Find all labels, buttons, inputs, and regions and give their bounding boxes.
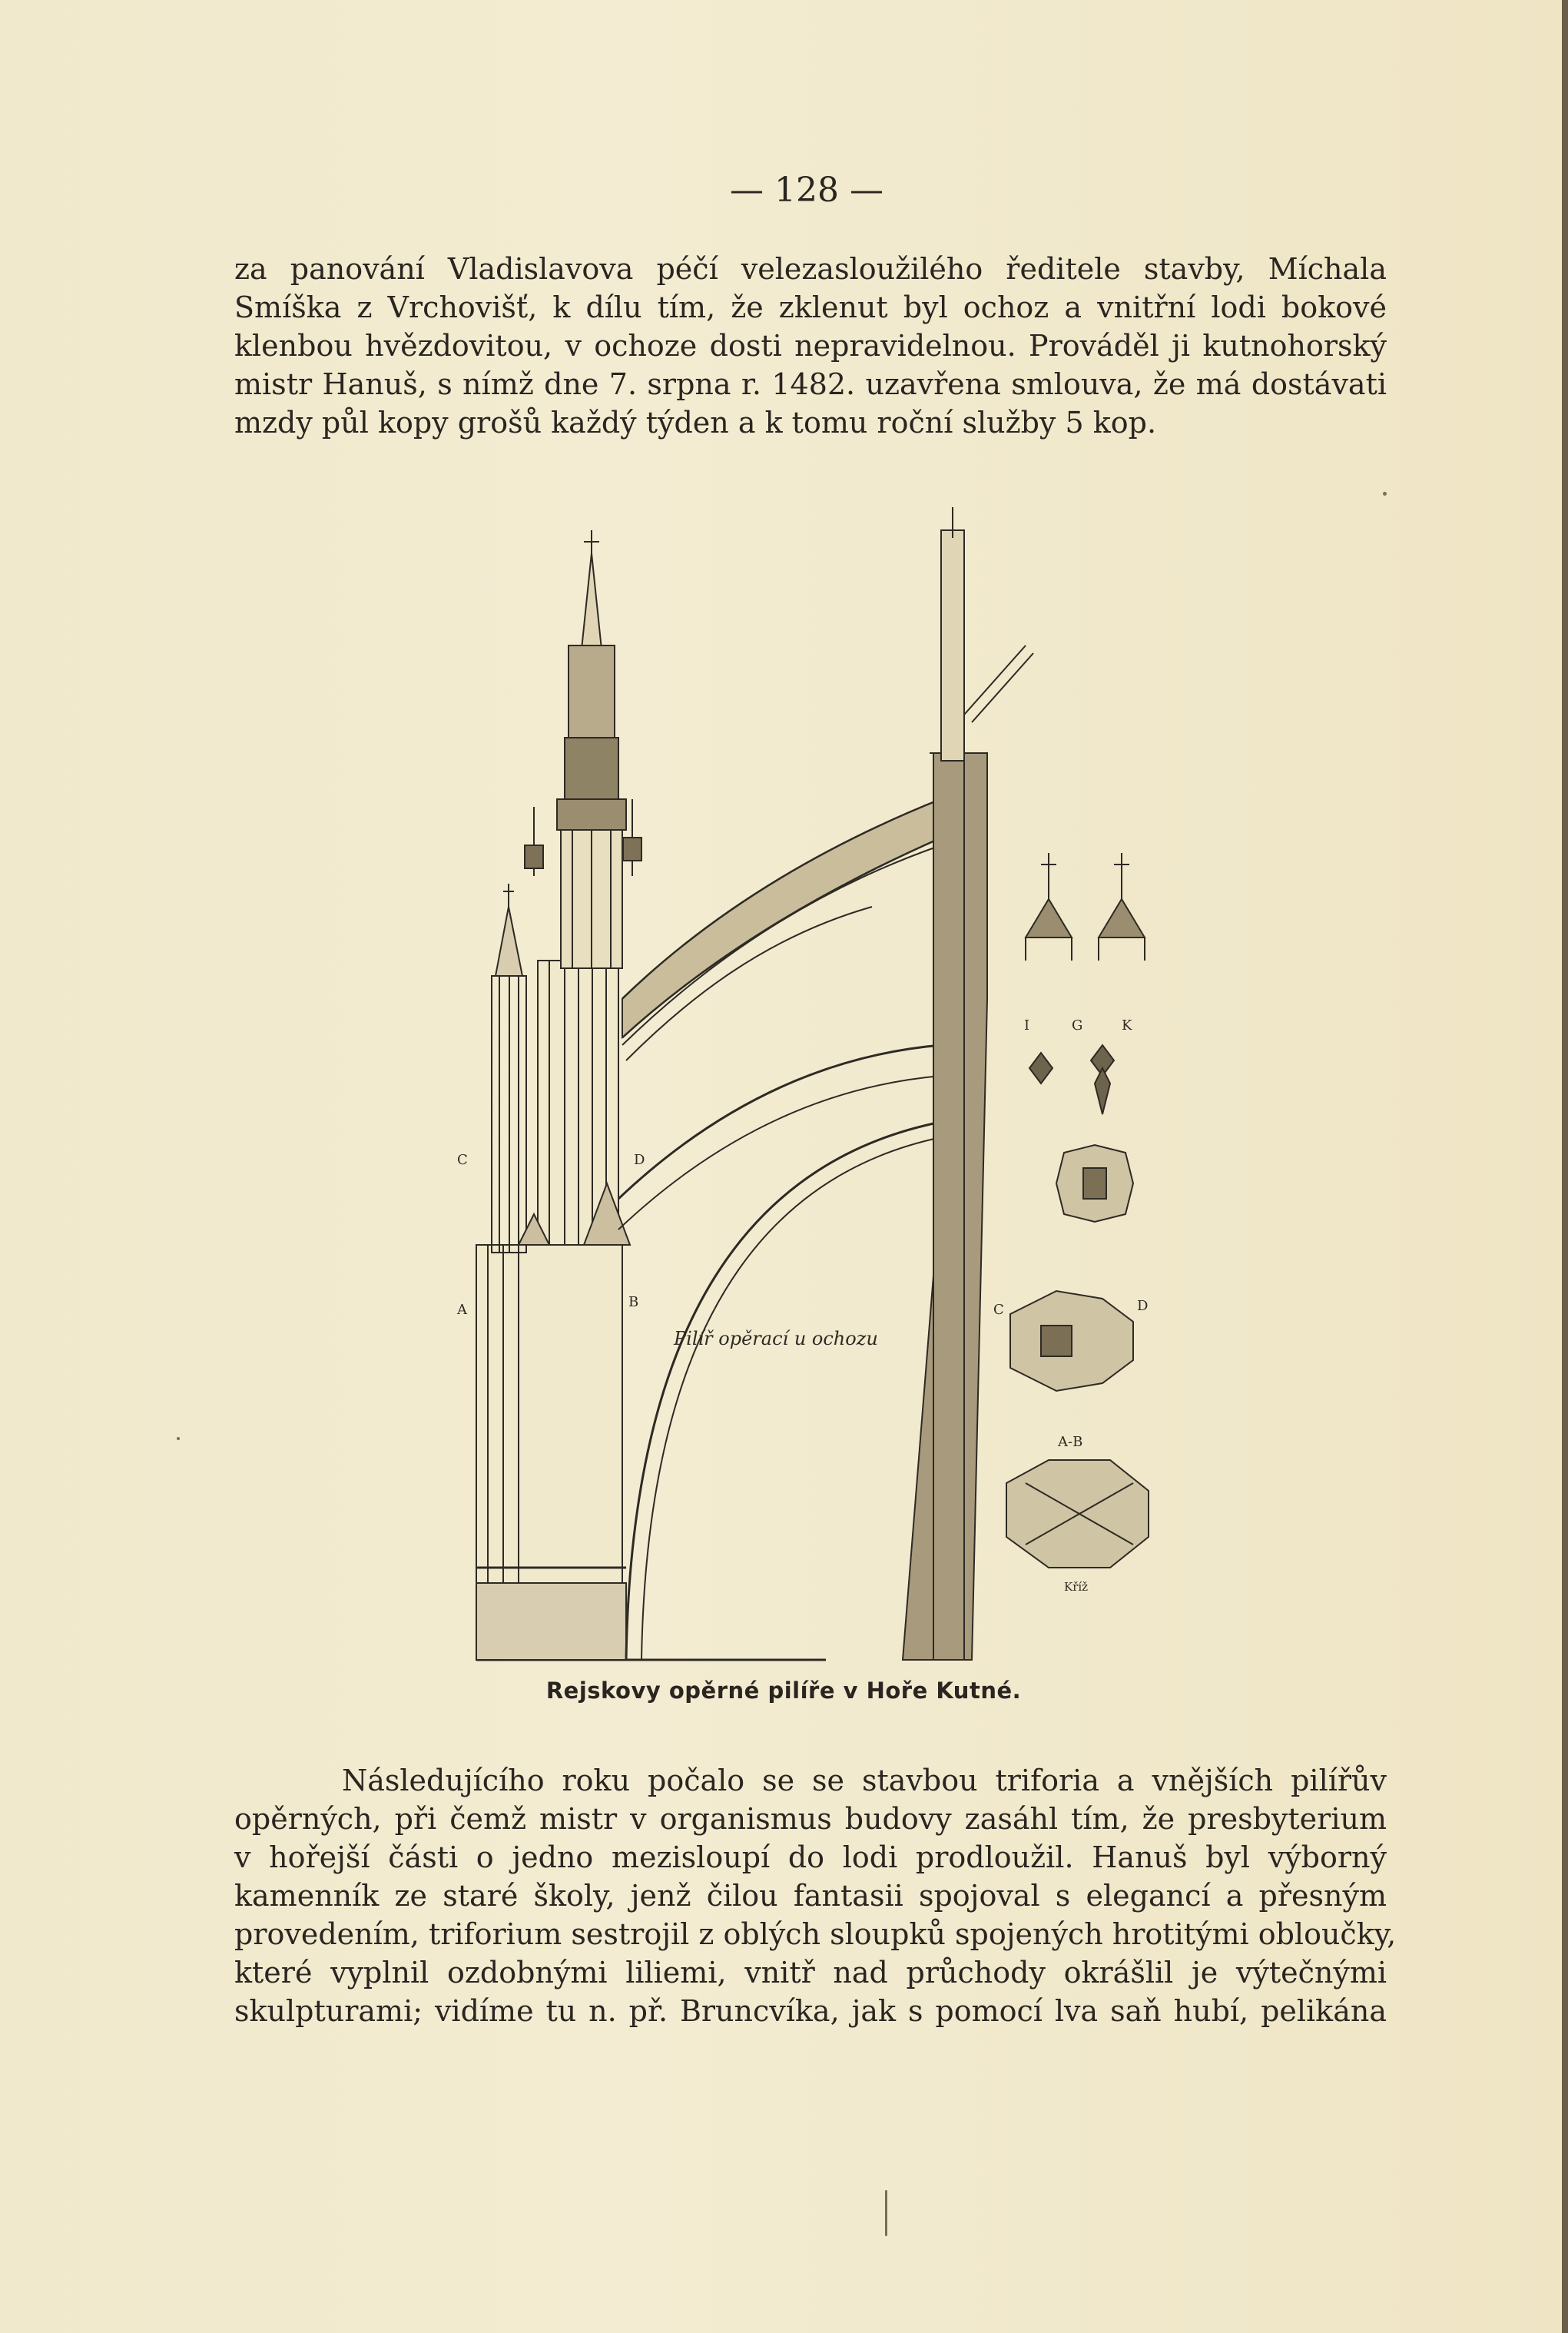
paragraph-2-line: v hořejší části o jedno mezisloupí do lodi prodloužil. Hanuš byl výborný bbox=[234, 1840, 1387, 1874]
page-edge-shadow bbox=[1562, 0, 1568, 2333]
paragraph-1-line: za panování Vladislavova péčí velezasloužilého ředitele stavby, Míchala bbox=[234, 252, 1387, 286]
paragraph-2-line: které vyplnil ozdobnými liliemi, vnitř nad průchody okrášlil je výtečnými bbox=[234, 1956, 1387, 1990]
paragraph-2 bbox=[234, 1761, 1397, 2030]
paper-speck bbox=[177, 1437, 180, 1440]
paper-speck bbox=[1383, 492, 1387, 496]
label-k: K bbox=[1122, 1017, 1132, 1034]
figure-caption: Rejskovy opěrné pilíře v Hoře Kutné. bbox=[545, 1678, 1022, 1704]
label-d-left: D bbox=[634, 1152, 645, 1168]
paragraph-2-line: Následujícího roku počalo se se stavbou triforia a vnějších pilířův bbox=[342, 1764, 1387, 1797]
buttress-illustration bbox=[442, 507, 1179, 1668]
inscription-text: Pilíř opěrací u ochozu bbox=[674, 1328, 878, 1349]
paragraph-1 bbox=[234, 250, 1387, 442]
label-c-plan: C bbox=[993, 1302, 1004, 1318]
paper-speck bbox=[885, 2190, 887, 2236]
paragraph-2-line: kamenník ze staré školy, jenž čilou fantasii spojoval s elegancí a přesným bbox=[234, 1879, 1387, 1913]
paragraph-1-line: mzdy půl kopy grošů každý týden a k tomu roční služby 5 kop. bbox=[234, 406, 1157, 440]
paragraph-2-line: opěrných, při čemž mistr v organismus budovy zasáhl tím, že presbyterium bbox=[234, 1802, 1387, 1836]
paragraph-1-line: klenbou hvězdovitou, v ochoze dosti nepravidelnou. Prováděl ji kutnohorský bbox=[234, 329, 1387, 363]
label-d-plan: D bbox=[1137, 1298, 1149, 1314]
label-a-left: A bbox=[457, 1302, 467, 1318]
label-c-left: C bbox=[457, 1152, 468, 1168]
label-i: I bbox=[1024, 1017, 1030, 1034]
paragraph-1-line: mistr Hanuš, s nímž dne 7. srpna r. 1482. uzavřena smlouva, že má dostávati bbox=[234, 367, 1387, 401]
paragraph-2-line: provedením, triforium sestrojil z oblých sloupků spojených hrotitými obloučky, bbox=[234, 1917, 1397, 1951]
label-b-left: B bbox=[628, 1294, 639, 1310]
label-g: G bbox=[1072, 1017, 1083, 1034]
paragraph-1-line: Smíška z Vrchovišť, k dílu tím, že zklenut byl ochoz a vnitřní lodi bokové bbox=[234, 290, 1387, 324]
paragraph-2-line: skulpturami; vidíme tu n. př. Bruncvíka, jak s pomocí lva saň hubí, pelikána bbox=[234, 1994, 1387, 2028]
label-ab-plan: A-B bbox=[1058, 1434, 1083, 1450]
engraver-mark: Kříž bbox=[1064, 1580, 1089, 1594]
page-number: — 128 — bbox=[730, 171, 883, 210]
